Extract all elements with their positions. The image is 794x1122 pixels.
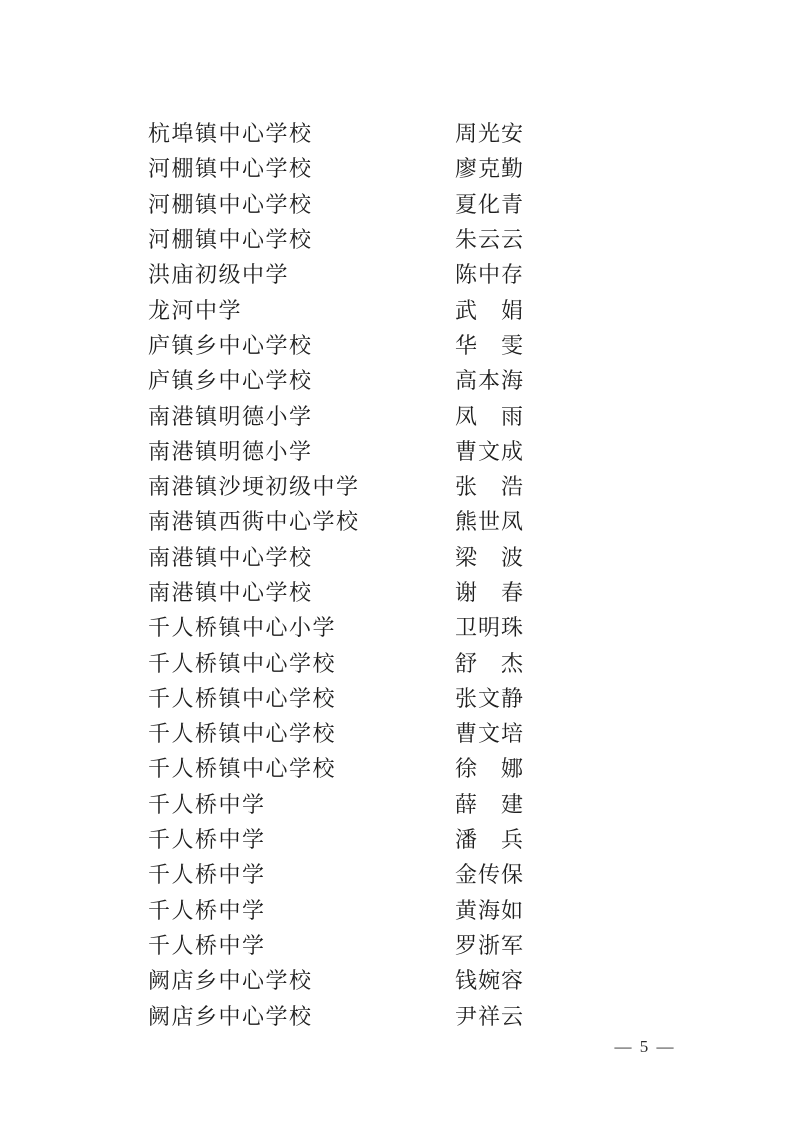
- school-name: 庐镇乡中心学校: [148, 332, 313, 358]
- person-name: 黄海如: [455, 897, 525, 923]
- school-name: 千人桥镇中心学校: [148, 685, 337, 711]
- school-name: 南港镇西衖中心学校: [148, 509, 360, 535]
- school-name: 南港镇明德小学: [148, 403, 313, 429]
- person-name: 舒 杰: [455, 650, 525, 676]
- table-row: [148, 186, 708, 221]
- person-name: 周光安: [455, 121, 525, 147]
- table-row: [148, 644, 708, 679]
- table-row: [148, 433, 708, 468]
- table-row: [148, 892, 708, 927]
- school-name: 阙店乡中心学校: [148, 968, 313, 994]
- school-name: 千人桥镇中心学校: [148, 756, 337, 782]
- table-row: [148, 539, 708, 574]
- school-name: 龙河中学: [148, 297, 243, 323]
- table-row: [148, 115, 708, 150]
- person-name: 徐 娜: [455, 756, 525, 782]
- table-row: [148, 856, 708, 891]
- school-name: 千人桥中学: [148, 932, 266, 958]
- person-name: 罗浙军: [455, 932, 525, 958]
- school-name: 洪庙初级中学: [148, 262, 290, 288]
- school-name: 杭埠镇中心学校: [148, 121, 313, 147]
- school-name: 河棚镇中心学校: [148, 227, 313, 253]
- person-name: 谢 春: [455, 580, 525, 605]
- school-name: 南港镇中心学校: [148, 544, 313, 570]
- school-name: 千人桥中学: [148, 862, 266, 888]
- person-name: 陈中存: [455, 262, 525, 288]
- person-name: 潘 兵: [455, 827, 525, 853]
- person-name: 高本海: [455, 368, 525, 394]
- table-row: [148, 327, 708, 362]
- person-name: 梁 波: [455, 544, 525, 570]
- table-row: [148, 503, 708, 538]
- table-row: [148, 574, 708, 609]
- table-row: [148, 680, 708, 715]
- person-name: 卫明珠: [455, 615, 525, 641]
- person-name: 夏化青: [455, 191, 525, 217]
- school-name: 阙店乡中心学校: [148, 1003, 313, 1029]
- school-name: 千人桥中学: [148, 791, 266, 817]
- table-row: [148, 786, 708, 821]
- table-row: [148, 397, 708, 432]
- person-name: 朱云云: [455, 227, 525, 253]
- person-name: 尹祥云: [455, 1003, 525, 1029]
- person-name: 薛 建: [455, 791, 525, 817]
- page-number: — 5 —: [614, 1037, 676, 1056]
- school-name: 河棚镇中心学校: [148, 156, 313, 182]
- table-row: [148, 962, 708, 997]
- table-row: [148, 750, 708, 785]
- person-name: 廖克勤: [455, 156, 525, 182]
- table-row: [148, 997, 708, 1032]
- table-row: [148, 256, 708, 291]
- school-name: 南港镇中心学校: [148, 580, 313, 605]
- person-name: 金传保: [455, 862, 525, 888]
- table-row: [148, 150, 708, 185]
- table-row: [148, 221, 708, 256]
- person-name: 钱婉容: [455, 968, 525, 994]
- school-name: 南港镇沙埂初级中学: [148, 474, 360, 500]
- table-row: [148, 927, 708, 962]
- school-name: 庐镇乡中心学校: [148, 368, 313, 394]
- person-name: 曹文成: [455, 438, 525, 464]
- school-name: 河棚镇中心学校: [148, 191, 313, 217]
- school-name: 千人桥中学: [148, 897, 266, 923]
- table-row: [148, 715, 708, 750]
- school-name: 千人桥镇中心学校: [148, 650, 337, 676]
- table-row: [148, 362, 708, 397]
- school-name: 千人桥镇中心学校: [148, 721, 337, 747]
- person-name: 曹文培: [455, 721, 525, 747]
- school-name: 南港镇明德小学: [148, 438, 313, 464]
- table-row: [148, 821, 708, 856]
- table-row: [148, 468, 708, 503]
- person-name: 熊世凤: [455, 509, 525, 535]
- person-name: 张 浩: [455, 474, 525, 500]
- person-name: 华 雯: [455, 332, 525, 358]
- person-name: 武 娟: [455, 297, 525, 323]
- roster-list: [148, 115, 708, 1033]
- school-name: 千人桥镇中心小学: [148, 615, 337, 641]
- person-name: 张文静: [455, 685, 525, 711]
- school-name: 千人桥中学: [148, 827, 266, 853]
- person-name: 凤 雨: [455, 403, 525, 429]
- table-row: [148, 291, 708, 326]
- table-row: [148, 609, 708, 644]
